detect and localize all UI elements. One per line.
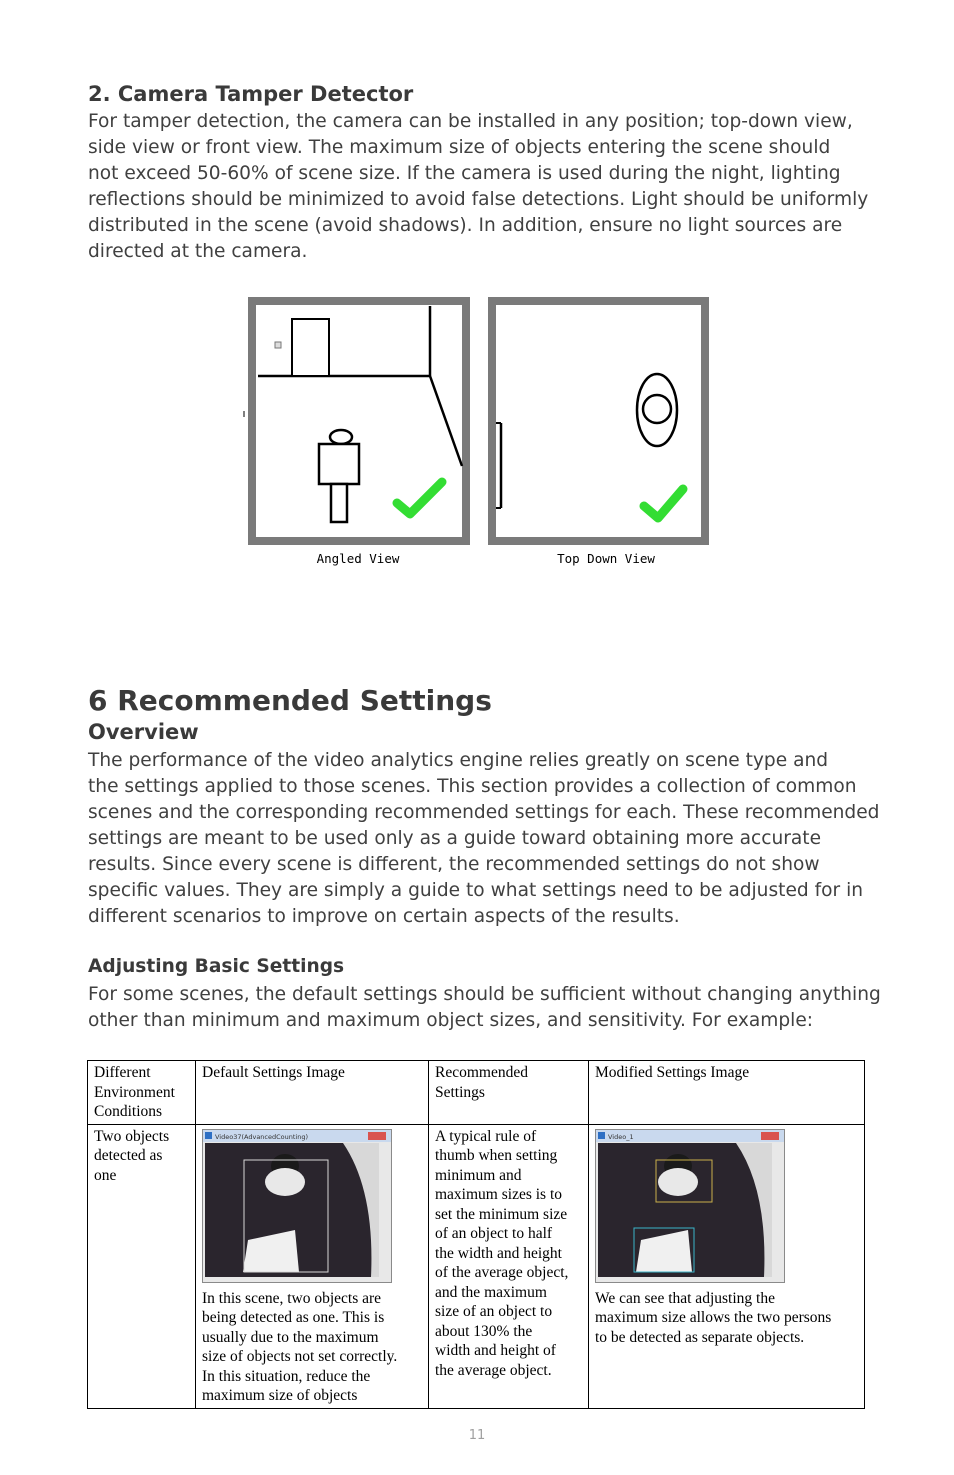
text-line: of the average object, [435,1264,569,1281]
table-cell-condition [88,1124,196,1408]
window-title: Video37(AdvancedCounting) [215,1132,309,1141]
close-icon [368,1132,386,1140]
text-line: Environment [94,1083,175,1101]
table-cell-default-image [196,1124,429,1408]
text-line: We can see that adjusting the [595,1289,775,1307]
section-paragraph-camera-tamper [88,109,868,265]
text-line: distributed in the scene (avoid shadows). In addition, ensure no light sources are [88,215,843,236]
text-line: and the maximum [435,1283,547,1301]
text-line: reflections should be minimized to avoid false detections. Light should be uniformly [88,189,869,210]
text-line: the settings applied to those scenes. This section provides a collection of common [88,776,857,797]
window-title: Video_1 [608,1132,634,1141]
text-line: specific values. They are simply a guide to what settings need to be adjusted for in [88,880,864,901]
text-line: set the minimum size [435,1205,568,1223]
text-line: the width and height [435,1244,562,1262]
text-line: not exceed 50-60% of scene size. If the camera is used during the night, lighting [88,163,841,184]
figure-caption-angled: Angled View [316,551,400,566]
text-line: size of an object to [435,1303,553,1320]
text-line: Recommended [435,1064,528,1081]
subsection-title-overview: Overview [88,720,199,744]
table-header-cell [589,1061,865,1125]
figure-caption-top-down: Top Down View [557,551,655,566]
text-line: scenes and the corresponding recommended settings for each. These recommended [88,802,880,823]
text-line: A typical rule of [435,1127,537,1145]
text-line: of an object to half [435,1225,553,1242]
text-line: In this scene, two objects are [202,1289,382,1307]
text-line: side view or front view. The maximum size of objects entering the scene should [88,137,831,158]
text-line: For some scenes, the default settings should be sufficient without changing anything [88,984,881,1005]
text-line: thumb when setting [435,1147,558,1164]
text-line: results. Since every scene is different, the recommended settings do not show [88,854,820,875]
text-line: Two objects [94,1127,170,1145]
text-line: detected as [94,1147,163,1164]
text-line: to be detected as separate objects. [595,1328,805,1346]
text-line: Settings [435,1083,485,1101]
text-line: Conditions [94,1103,163,1120]
table-cell-recommended [429,1124,589,1408]
table-header-cell [196,1061,429,1125]
table-cell-modified-image [589,1124,865,1408]
text-line: usually due to the maximum [202,1328,379,1346]
text-line: minimum and [435,1166,522,1184]
text-line: Default Settings Image [202,1064,345,1081]
text-line: For tamper detection, the camera can be installed in any position; top-down view, [88,111,853,132]
default-settings-screenshot [202,1129,392,1283]
subsection-title-basic-settings: Adjusting Basic Settings [88,956,345,977]
text-line: directed at the camera. [88,241,308,262]
section-title-camera-tamper: 2. Camera Tamper Detector [88,82,414,106]
table-header-row [88,1061,865,1125]
basic-settings-paragraph [88,982,881,1034]
page-number: 11 [468,1428,486,1443]
text-line: maximum size allows the two persons [595,1309,832,1326]
text-line: Modified Settings Image [595,1064,750,1081]
section-title-recommended-settings: 6 Recommended Settings [88,684,492,717]
modified-settings-screenshot [595,1129,785,1283]
text-line: other than minimum and maximum object sizes, and sensitivity. For example: [88,1010,814,1031]
text-line: The performance of the video analytics engine relies greatly on scene type and [88,750,829,771]
settings-table [87,1060,865,1409]
text-line: one [94,1166,117,1184]
text-line: maximum sizes is to [435,1186,563,1203]
overview-paragraph [88,748,879,930]
table-header-cell [88,1061,196,1125]
text-line: the average object. [435,1361,552,1379]
text-line: about 130% the [435,1322,533,1340]
camera-placement-figure [240,296,720,586]
text-line: being detected as one. This is [202,1309,385,1326]
text-line: In this situation, reduce the [202,1367,371,1385]
top-down-view-panel [492,301,705,541]
text-line: size of objects not set correctly. [202,1348,398,1365]
text-line: maximum size of objects [202,1387,358,1404]
table-row [88,1124,865,1408]
text-line: different scenarios to improve on certain aspects of the results. [88,906,680,927]
angled-view-panel [244,301,466,541]
text-line: Different [94,1064,151,1081]
text-line: width and height of [435,1342,556,1359]
close-icon [761,1132,779,1140]
table-header-cell [429,1061,589,1125]
text-line: settings are meant to be used only as a guide toward obtaining more accurate [88,828,822,849]
